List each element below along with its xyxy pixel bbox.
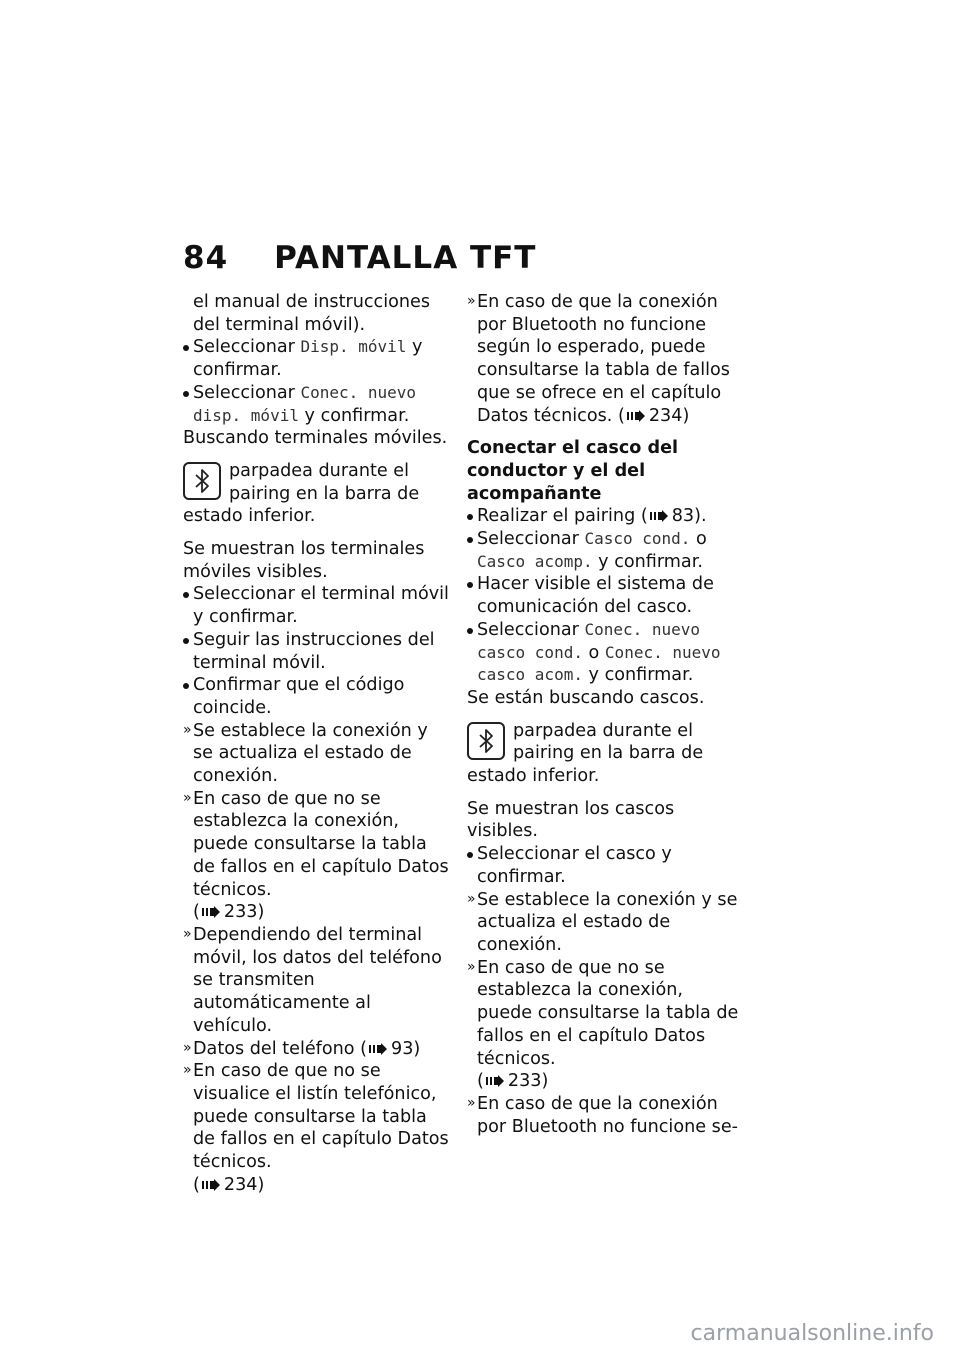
result-item <box>467 1093 739 1138</box>
menu-option: Casco acomp. <box>477 551 593 571</box>
bluetooth-icon <box>467 722 505 760</box>
paragraph: el manual de instrucciones del terminal móvil). <box>193 292 431 335</box>
text: Confirmar que el código coincide. <box>193 675 405 718</box>
menu-option: Conec. nuevo casco acom. <box>477 642 721 685</box>
text: Datos del teléfono ( <box>193 1038 367 1059</box>
text: Seleccionar el casco y confirmar. <box>477 844 672 887</box>
text: Seleccionar <box>193 337 301 358</box>
page-reference[interactable]: 233) <box>507 1071 549 1092</box>
text: En caso de que la conexión por Bluetooth no funcione según lo esperado, puede consultarse la tabla de fallos que se ofrece en el capítulo Datos técnicos. <box>477 292 730 426</box>
menu-option: Conec. nuevo disp. móvil <box>193 382 417 425</box>
reference-arrow-icon <box>369 1043 387 1055</box>
page-reference[interactable]: 234) <box>648 405 690 426</box>
text: Seguir las instrucciones del terminal móvil. <box>193 629 435 673</box>
text: y confirmar. <box>592 551 703 572</box>
reference-arrow-icon <box>486 1075 504 1087</box>
bluetooth-icon <box>183 462 221 500</box>
bullet-item <box>183 382 451 427</box>
page-reference[interactable]: 93) <box>391 1038 421 1059</box>
reference-arrow-icon <box>202 1179 220 1191</box>
text: Seleccionar <box>477 619 585 640</box>
bullet-item <box>183 629 451 674</box>
left-column <box>183 291 451 1196</box>
result-marker: » <box>183 1039 192 1056</box>
paragraph: Se muestran los cascos visibles. <box>467 798 675 842</box>
text: Se establece la conexión y se actualiza el estado de conexión. <box>193 720 428 787</box>
result-marker: » <box>467 958 476 975</box>
bullet-item <box>467 505 739 528</box>
bullet-item <box>467 619 739 687</box>
text: En caso de que no se visualice el listín telefónico, puede consultarse la tabla de fallos en el capítulo Datos técnicos. <box>193 1061 449 1173</box>
result-marker: » <box>467 293 476 309</box>
text: Se establece la conexión y se actualiza el estado de conexión. <box>477 889 738 955</box>
text: y confirmar. <box>193 337 423 381</box>
result-item <box>183 1038 451 1061</box>
text: o <box>690 529 707 550</box>
text: Seleccionar el terminal móvil y confirmar. <box>193 584 449 628</box>
text: En caso de que no se establezca la conexión, puede consultarse la tabla de fallos en el capítulo Datos técnicos. <box>193 788 449 900</box>
result-item: » En caso de que la conexión por Bluetooth no funcione según lo esperado, puede consultarse la tabla de fallos que se ofrece en el capítulo Datos técnicos. ( 234) <box>467 292 730 426</box>
watermark: carmanualsonline.info <box>690 1321 934 1346</box>
reference-arrow-icon <box>650 510 668 522</box>
result-item: » En caso de que no se establezca la conexión, puede consultarse la tabla de fallos en el capítulo Datos técnicos. ( 233) <box>183 788 449 923</box>
right-column <box>467 291 739 1138</box>
bullet-item <box>467 528 739 573</box>
note-text: parpadea durante el pairing en la barra de estado inferior. <box>183 460 420 527</box>
text: o <box>582 642 605 663</box>
page-reference[interactable]: 234) <box>223 1174 265 1195</box>
page-header <box>183 240 536 276</box>
result-item <box>183 720 451 788</box>
note-text: parpadea durante el pairing en la barra de estado inferior. <box>467 720 704 787</box>
menu-option: Conec. nuevo casco cond. <box>477 619 701 662</box>
result-item <box>183 924 451 1038</box>
result-marker: » <box>183 789 192 806</box>
bullet-item <box>467 843 739 888</box>
reference-arrow-icon <box>627 410 645 422</box>
bullet-item <box>183 674 451 719</box>
reference-arrow-icon <box>202 906 220 918</box>
section-heading: Conectar el casco del conductor y el del acompañante <box>467 438 679 504</box>
text: Hacer visible el sistema de comunicación del casco. <box>477 574 714 618</box>
text: Realizar el pairing ( <box>477 506 648 527</box>
text: Dependiendo del terminal móvil, los datos del teléfono se transmiten automáticamente al vehículo. <box>193 924 442 1036</box>
page-number: 84 <box>183 240 229 276</box>
paragraph: Buscando terminales móviles. <box>183 428 448 449</box>
text: y confirmar. <box>298 405 410 426</box>
text: En caso de que no se establezca la conexión, puede consultarse la tabla de fallos en el capítulo Datos técnicos. <box>477 957 739 1069</box>
bullet-item <box>183 583 451 628</box>
text: Seleccionar <box>477 529 585 550</box>
result-item: » En caso de que no se establezca la conexión, puede consultarse la tabla de fallos en el capítulo Datos técnicos. ( 233) <box>467 957 739 1092</box>
bluetooth-note <box>467 720 739 788</box>
result-marker: » <box>183 721 192 738</box>
page-reference[interactable]: 83). <box>671 506 707 527</box>
page-title: PANTALLA TFT <box>274 240 537 276</box>
result-item <box>467 889 739 957</box>
page-reference[interactable]: 233) <box>223 902 265 923</box>
bullet-item <box>467 573 739 618</box>
bluetooth-note <box>183 460 451 528</box>
result-item: » En caso de que no se visualice el listín telefónico, puede consultarse la tabla de fallos en el capítulo Datos técnicos. ( 234) <box>183 1061 449 1195</box>
text: y confirmar. <box>582 665 694 686</box>
result-marker: » <box>183 925 192 942</box>
menu-option: Casco cond. <box>584 529 691 549</box>
paragraph: Se muestran los terminales móviles visibles. <box>183 539 425 582</box>
result-marker: » <box>467 890 476 907</box>
paragraph: Se están buscando cascos. <box>467 687 705 708</box>
result-marker: » <box>467 1094 476 1111</box>
text: Seleccionar <box>193 382 301 403</box>
menu-option: Disp. móvil <box>300 337 407 357</box>
text: En caso de que la conexión por Bluetooth no funcione se- <box>477 1093 738 1137</box>
result-marker: » <box>183 1062 192 1079</box>
bullet-item <box>183 336 451 381</box>
